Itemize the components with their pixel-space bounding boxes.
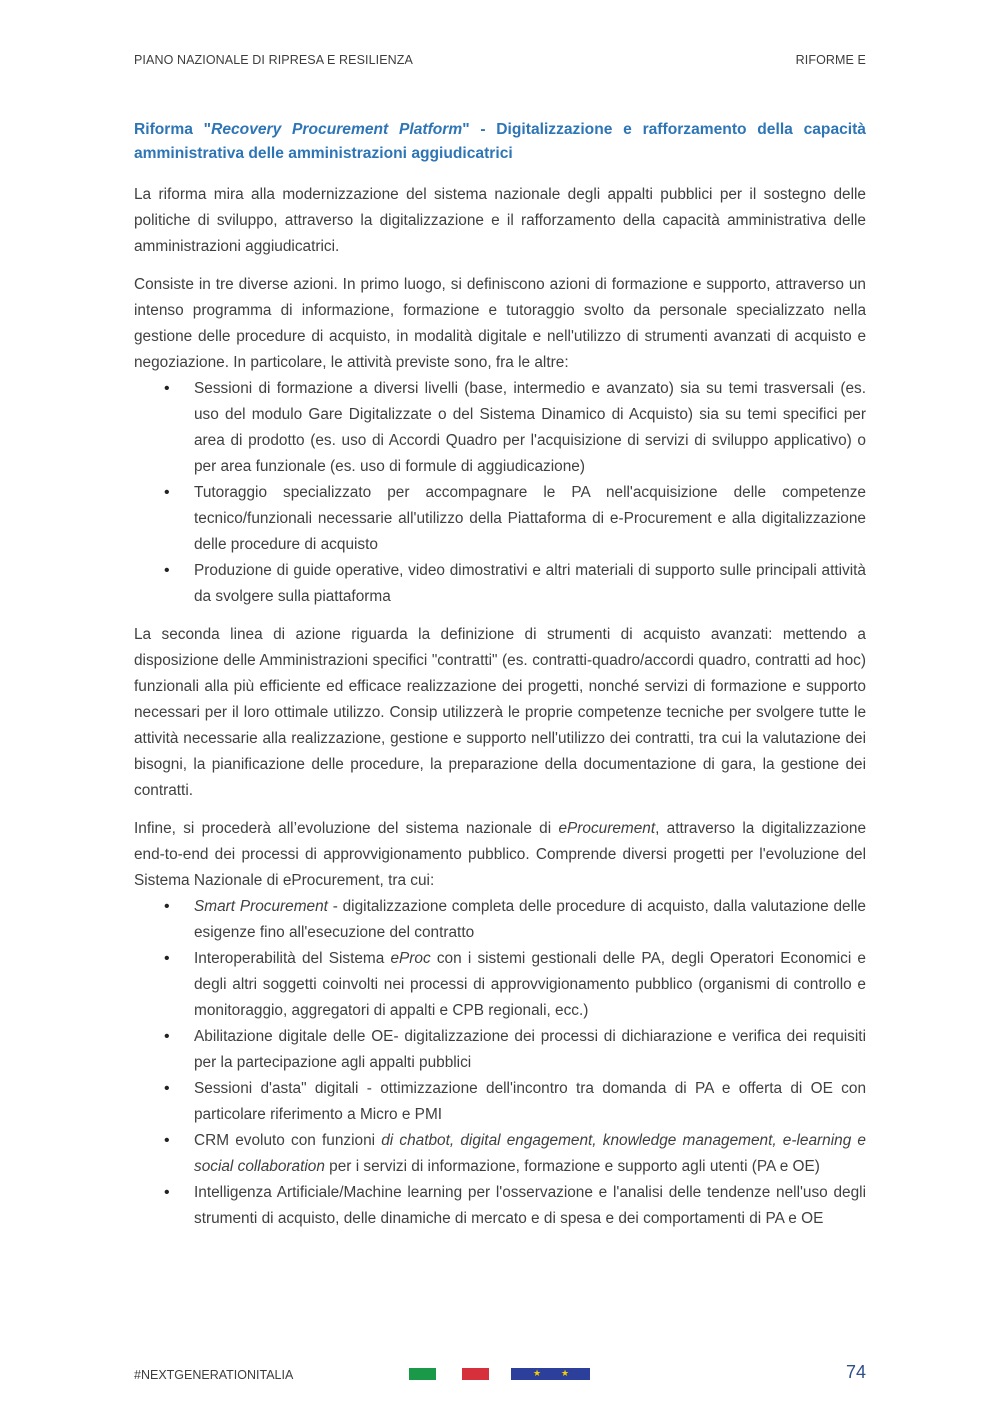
list-item bbox=[194, 1128, 866, 1180]
italian-flag-red-icon bbox=[462, 1368, 489, 1380]
section-title-prefix: Riforma " bbox=[134, 121, 212, 138]
list-item: • Tutoraggio specializzato per accompagnare le PA nell'acquisizione delle competenze tecnico/funzionali necessarie all'utilizzo della Piattaforma di e-Procurement e alla digitalizzazione delle procedure di acquisto bbox=[194, 480, 866, 558]
list-item: • Produzione di guide operative, video dimostrativi e altri materiali di supporto sulle principali attività da svolgere sulla piattaforma bbox=[194, 558, 866, 610]
eu-star-icon: ★ bbox=[561, 1368, 570, 1378]
page-number: 74 bbox=[845, 1362, 866, 1382]
list-item: • Abilitazione digitale delle OE- digitalizzazione dei processi di dichiarazione e verifica dei requisiti per la partecipazione agli appalti pubblici bbox=[194, 1024, 866, 1076]
paragraph-4-start: Infine, si procederà all’evoluzione del sistema nazionale di bbox=[134, 820, 559, 837]
list-item-italic: eProc bbox=[390, 950, 431, 967]
section-title-italic: Recovery Procurement Platform bbox=[211, 121, 463, 138]
list-item-italic: di chatbot, digital engagement, knowledge management, e-learning e social collaboration bbox=[194, 1132, 866, 1175]
list-item-text: CRM evoluto con funzioni bbox=[194, 1132, 382, 1149]
italian-flag-green-icon bbox=[409, 1368, 436, 1380]
list-item: • Intelligenza Artificiale/Machine learning per l'osservazione e l'analisi delle tendenze nell'uso degli strumenti di acquisto, delle dinamiche di mercato e di spesa e dei comportamenti di PA e OE bbox=[194, 1180, 866, 1232]
bullet-list-2 bbox=[134, 894, 866, 1232]
list-item: • Sessioni di formazione a diversi livelli (base, intermedio e avanzato) sia su temi trasversali (es. uso del modulo Gare Digitalizzate o del Sistema Dinamico di Acquisto) sia su temi specifici per area di prodotto (es. uso di Accordi Quadro per l'acquisizione di servizi di sviluppo applicativo) o per area funzionale (es. uso di formule di aggiudicazione) bbox=[194, 376, 866, 480]
header-section-title: RIFORME E bbox=[795, 53, 866, 67]
paragraph-4-end: , attraverso la digitalizzazione end-to-end dei processi di approvvigionamento pubblico. Comprende diversi progetti per l'evoluzione del Sistema Nazionale di eProcurement, tra cui: bbox=[134, 820, 867, 889]
list-item-text: - digitalizzazione completa delle procedure di acquisto, dalla valutazione delle esigenze fino all'esecuzione del contratto bbox=[194, 898, 866, 941]
paragraph-2: Consiste in tre diverse azioni. In primo luogo, si definiscono azioni di formazione e supporto, attraverso un intenso programma di informazione, formazione e tutoraggio svolto da personale specializzato nella gestione delle procedure di acquisto, in modalità digitale e nell'utilizzo di strumenti avanzati di acquisto e negoziazione. In particolare, le attività previste sono, fra le altre: bbox=[134, 276, 866, 371]
footer-hashtag: #NEXTGENERATIONITALIA bbox=[134, 1368, 294, 1382]
eu-star-icon: ★ bbox=[533, 1368, 542, 1378]
header-document-title: PIANO NAZIONALE DI RIPRESA E RESILIENZA bbox=[134, 53, 413, 67]
paragraph-3: La seconda linea di azione riguarda la definizione di strumenti di acquisto avanzati: mettendo a disposizione delle Amministrazioni specifici "contratti" (es. contratti-quadro/accordi quadro, contratti ad hoc) funzionali alla più efficiente ed efficace realizzazione dei progetti, nonché servizi di formazione e supporto necessari per il loro ottimale utilizzo. Consip utilizzerà le proprie competenze tecniche per svolgere tutte le attività necessarie alla realizzazione, gestione e supporto nell'utilizzo dei contratti, tra cui la valutazione dei bisogni, la pianificazione delle procedure, la preparazione della documentazione di gara, la gestione dei contratti. bbox=[134, 626, 866, 799]
list-item-text: per i servizi di informazione, formazione e supporto agli utenti (PA e OE) bbox=[324, 1158, 820, 1175]
paragraph-4 bbox=[134, 816, 866, 894]
eu-flag-icon bbox=[511, 1368, 590, 1380]
list-item bbox=[194, 946, 866, 1024]
paragraph-1: La riforma mira alla modernizzazione del sistema nazionale degli appalti pubblici per il sostegno delle politiche di sviluppo, attraverso la digitalizzazione e il rafforzamento della capacità amministrativa delle amministrazioni aggiudicatrici. bbox=[134, 186, 866, 255]
list-item-italic: Smart Procurement bbox=[194, 898, 328, 915]
list-item: • Sessioni d'asta" digitali - ottimizzazione dell'incontro tra domanda di PA e offerta di OE con particolare riferimento a Micro e PMI bbox=[194, 1076, 866, 1128]
list-item-text: con i sistemi gestionali delle PA, degli Operatori Economici e degli altri soggetti coinvolti nei processi di approvvigionamento pubblico (organismi di controllo e monitoraggio, aggregatori di appalti e CPB regionali, ecc.) bbox=[194, 950, 866, 1019]
document-body bbox=[134, 118, 866, 1244]
list-item bbox=[194, 894, 866, 946]
paragraph-4-italic: eProcurement bbox=[558, 820, 656, 837]
bullet-list-1 bbox=[134, 376, 866, 610]
section-title-suffix: " - Digitalizzazione e rafforzamento della capacità amministrativa delle amministrazioni aggiudicatrici bbox=[134, 121, 866, 162]
list-item-text: Interoperabilità del Sistema bbox=[194, 950, 391, 967]
section-title bbox=[134, 118, 866, 166]
